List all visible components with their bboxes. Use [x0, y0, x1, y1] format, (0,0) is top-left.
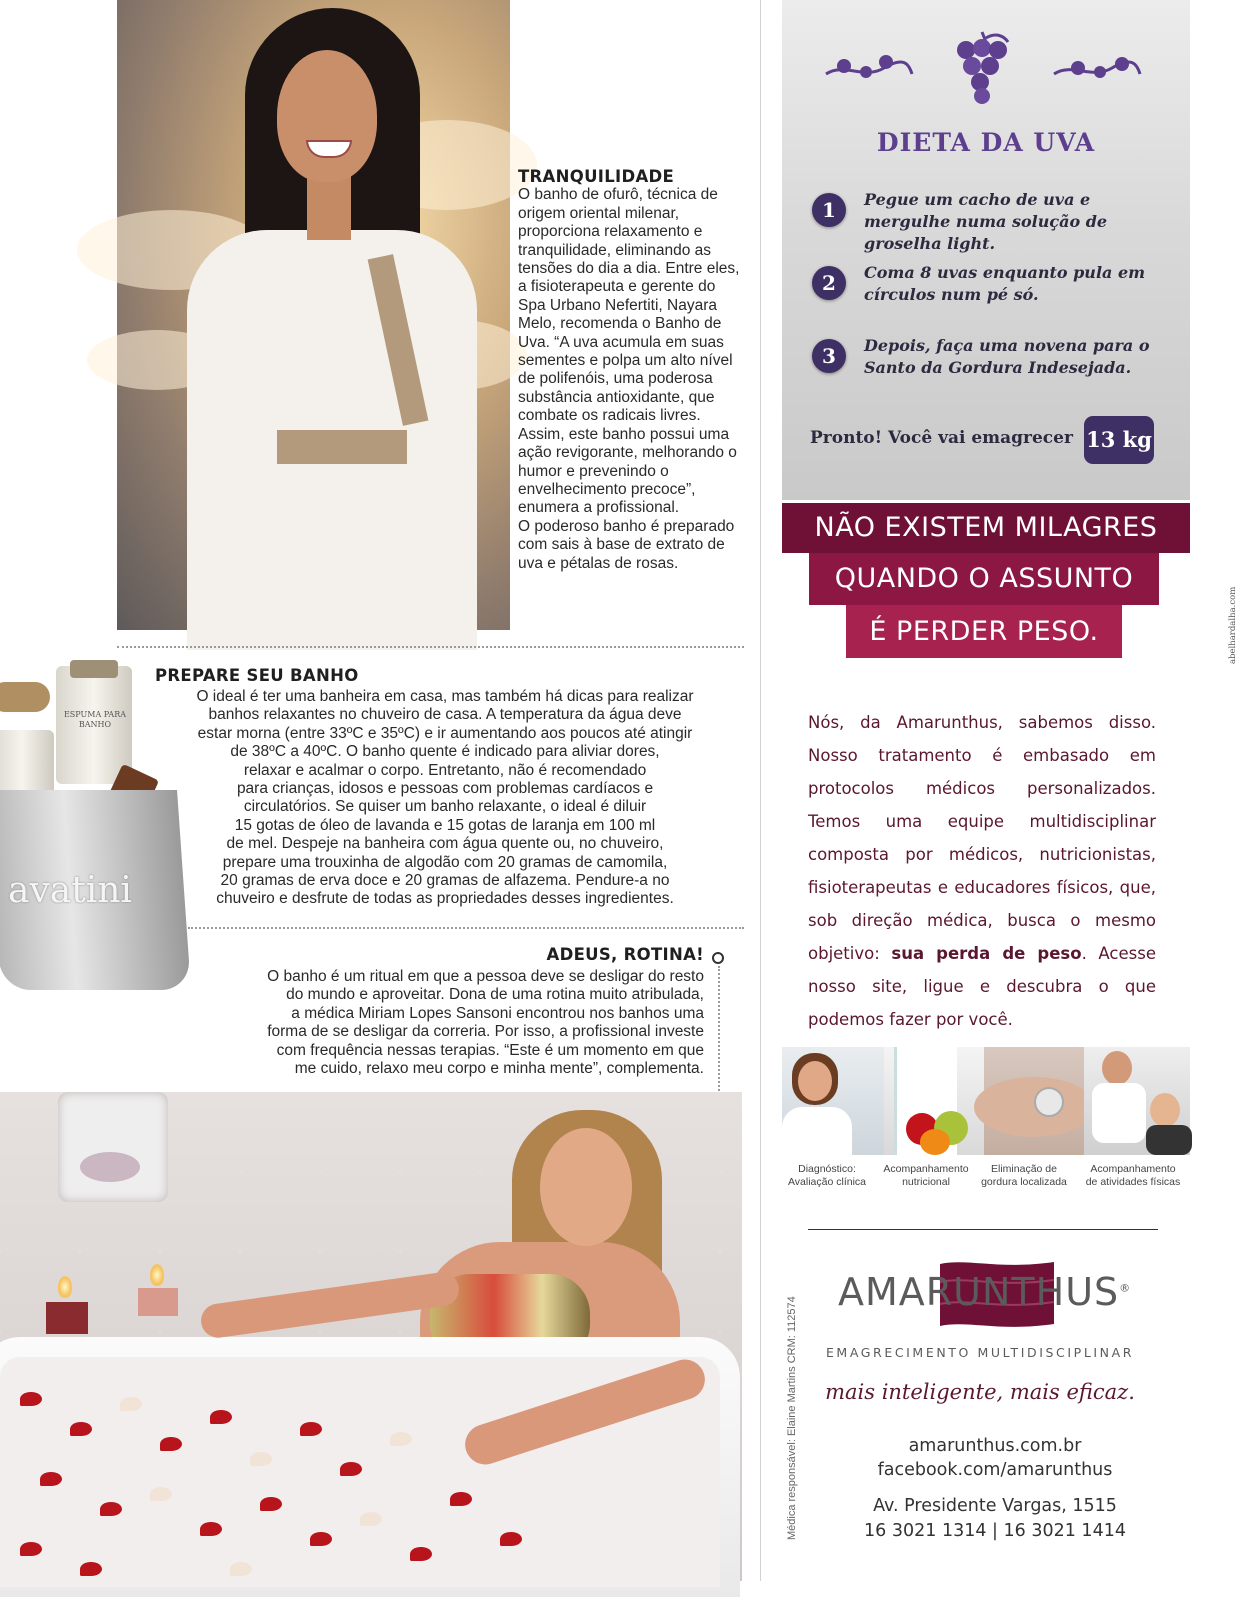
service-caption — [876, 1163, 976, 1189]
service-photo — [1084, 1047, 1190, 1155]
service-caption-line: Acompanhamento — [883, 1163, 969, 1175]
banner-line: QUANDO O ASSUNTO — [809, 553, 1159, 605]
tranquilidade-paragraph: O banho de ofurô, técnica de origem oriental milenar, proporciona relaxamento e tranquilidade, eliminando as tensões do dia a dia. Entre eles, a fisioterapeuta e gerente do Spa Urbano Nefertiti, Nayara Melo, recomenda o Banho de Uva. “A uva acumula em suas sementes e polpa um alto nível de polifenóis, uma poderosa substância antioxidante, que combate os radicais livres. Assim, este banho possui uma ação revigorante, melhorando o humor e prevenindo o envelhecimento precoce”, enumera a profissional. — [518, 186, 740, 517]
service-caption-line: gordura localizada — [981, 1176, 1067, 1188]
brand-name — [838, 1270, 1131, 1314]
tagline: mais inteligente, mais eficaz. — [825, 1380, 1135, 1404]
service-caption-line: Avaliação clínica — [787, 1176, 867, 1188]
prepare-line: prepare uma trouxinha de algodão com 20 gramas de camomila, — [222, 853, 668, 871]
tranquilidade-paragraph: O poderoso banho é preparado com sais à base de extrato de uva e pétalas de rosas. — [518, 517, 735, 572]
step-number: 2 — [812, 266, 846, 300]
service-caption — [975, 1163, 1073, 1189]
ad-body — [808, 706, 1156, 1036]
vine-left-icon — [824, 54, 914, 82]
adeus-line: forma de se desligar da correria. Por isso, a profissional investe — [267, 1023, 704, 1041]
prepare-line: para crianças, idosos e pessoas com problemas cardíacos e — [236, 780, 654, 798]
prepare-body — [150, 688, 740, 909]
tranquilidade-section — [518, 168, 743, 573]
service-caption-line: Acompanhamento — [1090, 1163, 1176, 1175]
side-credit-text: abelhardalha.com — [1228, 586, 1238, 664]
circle-bullet-icon — [712, 952, 724, 964]
adeus-line: me cuido, relaxo meu corpo e minha mente”, complementa. — [294, 1060, 704, 1078]
adeus-line: do mundo e aproveitar. Dona de uma rotina muito atribulada, — [286, 986, 704, 1004]
services-strip — [782, 1047, 1190, 1155]
prepare-line: banhos relaxantes no chuveiro de casa. A temperatura da água deve — [208, 706, 682, 724]
medical-responsible: Médica responsável: Elaine Martins CRM: 112574 — [786, 1296, 798, 1540]
prepare-line: circulatórios. Se quiser um banho relaxante, o ideal é diluir — [243, 798, 647, 816]
diet-title: DIETA DA UVA — [876, 128, 1096, 157]
prepare-line: O ideal é ter uma banheira em casa, mas também há dicas para realizar — [196, 688, 694, 705]
service-caption-line: nutricional — [902, 1176, 950, 1188]
service-photo — [782, 1047, 884, 1155]
ad-body-highlight: sua perda de peso — [891, 944, 1082, 963]
ad-body-text: Nós, da Amarunthus, sabemos disso. Nosso tratamento é embasado em protocolos médicos personalizados. Temos uma equipe multidisciplinar composta por médicos, nutricionistas, fisioterapeutas e educadores físicos, que, sob direção médica, busca o mesmo objetivo: — [808, 713, 1156, 963]
step-number: 1 — [812, 193, 846, 227]
basket-label: ESPUMA PARA BANHO — [63, 710, 127, 729]
prepare-line: 15 gotas de óleo de lavanda e 15 gotas de laranja em 100 ml — [234, 816, 656, 834]
step-number: 3 — [812, 339, 846, 373]
diet-panel — [782, 0, 1190, 500]
adeus-line: com frequência nessas terapias. “Este é um momento em que — [276, 1041, 704, 1059]
phone-numbers: 16 3021 1314 | 16 3021 1414 — [864, 1521, 1126, 1541]
column-divider — [760, 0, 761, 1581]
service-photo — [984, 1047, 1084, 1155]
step-text: Coma 8 uvas enquanto pula em círculos num pé só. — [864, 263, 1146, 304]
brand-text: AMARUNTHUS — [838, 1270, 1120, 1314]
adeus-line: O banho é um ritual em que a pessoa deve se desligar do resto — [267, 968, 704, 985]
service-caption-line: Eliminação de — [991, 1163, 1057, 1175]
grape-icon — [952, 30, 1012, 105]
prepare-heading: PREPARE SEU BANHO — [155, 666, 359, 685]
adeus-line: a médica Miriam Lopes Sansoni encontrou nos banhos uma — [291, 1004, 704, 1022]
facebook-link[interactable]: facebook.com/amarunthus — [877, 1460, 1113, 1480]
prepare-line: estar morna (entre 33ºC e 35ºC) e ir aumentando aos poucos até atingir — [197, 724, 693, 742]
prepare-line: relaxar e acalmar o corpo. Entretanto, não é recomendado — [243, 761, 647, 779]
horizontal-rule — [808, 1229, 1158, 1230]
bucket-word: avatini — [8, 870, 132, 911]
amarunthus-logo — [838, 1258, 1132, 1338]
service-caption-line: de atividades físicas — [1085, 1176, 1181, 1188]
bathtub-photo — [0, 1092, 742, 1581]
banner-line: NÃO EXISTEM MILAGRES — [782, 503, 1190, 553]
side-credit — [1160, 538, 1238, 664]
tranquilidade-heading: TRANQUILIDADE — [518, 167, 675, 186]
brand-subtitle: EMAGRECIMENTO MULTIDISCIPLINAR — [825, 1345, 1135, 1360]
section-divider — [188, 927, 744, 929]
section-divider — [117, 646, 744, 648]
prepare-line: de mel. Despeje na banheira com água quente ou, no chuveiro, — [226, 835, 664, 853]
address: Av. Presidente Vargas, 1515 — [873, 1496, 1117, 1516]
service-caption-line: Diagnóstico: — [798, 1163, 856, 1175]
adeus-body — [182, 968, 704, 1078]
service-photo — [884, 1047, 984, 1155]
prepare-line: 20 gramas de erva doce e 20 gramas de alfazema. Pendure-a no — [220, 872, 670, 890]
banner-line: É PERDER PESO. — [846, 605, 1122, 658]
service-caption — [1078, 1163, 1188, 1189]
step-text: Depois, faça uma novena para o Santo da Gordura Indesejada. — [864, 336, 1150, 377]
website-link[interactable]: amarunthus.com.br — [908, 1436, 1082, 1456]
registered-mark: ® — [1119, 1281, 1132, 1295]
vine-right-icon — [1052, 54, 1142, 82]
step-text: Pegue um cacho de uva e mergulhe numa solução de groselha light. — [864, 190, 1108, 253]
prepare-line: chuveiro e desfrute de todas as propriedades desses ingredientes. — [216, 890, 674, 908]
pronto-text: Pronto! Você vai emagrecer — [810, 428, 1073, 448]
service-caption — [782, 1163, 872, 1189]
kg-badge: 13 kg — [1084, 416, 1154, 464]
ad-body-end: . Acesse nosso site, ligue e descubra o que podemos fazer por você. — [808, 944, 1156, 1029]
adeus-heading: ADEUS, ROTINA! — [546, 945, 704, 964]
prepare-line: de 38ºC a 40ºC. O banho quente é indicado para aliviar dores, — [230, 743, 660, 761]
therapist-photo — [117, 0, 510, 630]
